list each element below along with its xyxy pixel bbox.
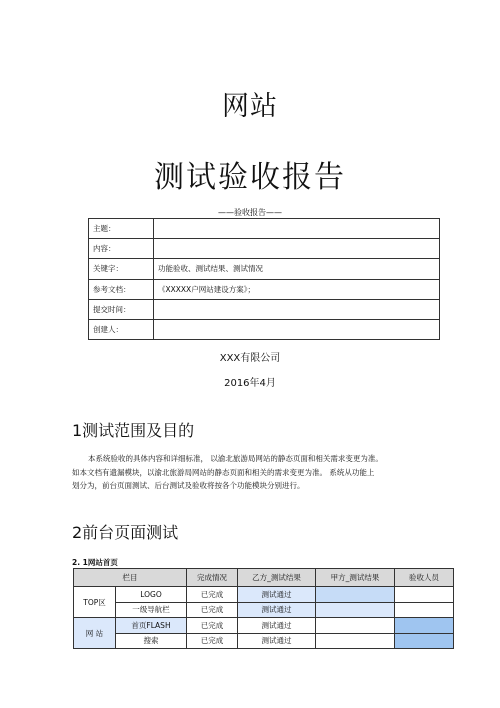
- header-acceptor: 验收人员: [395, 569, 454, 587]
- row-acceptor: [395, 602, 454, 618]
- document-title: 网站: [222, 91, 278, 122]
- section1-heading: 1测试范围及目的: [72, 421, 195, 440]
- row-item: 搜索: [116, 633, 187, 649]
- meta-value: [154, 239, 440, 259]
- row-item: LOGO: [116, 587, 187, 603]
- meta-label: 关键字：: [89, 259, 154, 279]
- row-client-result: [316, 587, 395, 603]
- section1-line1: 本系统验收的具体内容和详细标准， 以渝北旅游局网站的静态页面和相关需求变更为准。: [88, 454, 383, 463]
- section1-line2: 如本文档有遗漏模块，以渝北旅游局网站的静态页面和相关的需求变更为准。 系统从功能上: [72, 467, 375, 477]
- row-vendor-result: 测试通过: [238, 587, 316, 603]
- report-date: 2016年4月: [224, 378, 276, 389]
- header-vendor-result: 乙方_测试结果: [238, 569, 316, 587]
- row-client-result: [316, 602, 395, 618]
- meta-value: [154, 219, 440, 239]
- meta-label: 内容：: [89, 239, 154, 259]
- table-row: [74, 633, 454, 649]
- row-acceptor: [395, 587, 454, 603]
- header-column: 栏目: [74, 569, 187, 587]
- meta-value: [154, 319, 440, 339]
- row-status: 已完成: [187, 618, 238, 634]
- row-vendor-result: 测试通过: [238, 618, 316, 634]
- row-client-result: [316, 633, 395, 649]
- group-website: 网 站: [74, 618, 116, 649]
- meta-row-submit-time: [89, 299, 440, 319]
- row-item: 首页FLASH: [116, 618, 187, 634]
- row-acceptor: [395, 618, 454, 634]
- meta-label: 参考文档：: [89, 279, 154, 299]
- row-acceptor: [395, 633, 454, 649]
- section1-line3: 划分为，前台页面测试、后台测试及验收将按各个功能模块分别进行。: [72, 481, 305, 490]
- meta-value: [154, 299, 440, 319]
- section1-paragraph: [72, 452, 432, 493]
- row-status: 已完成: [187, 602, 238, 618]
- meta-label: 提交时间：: [89, 299, 154, 319]
- row-client-result: [316, 618, 395, 634]
- report-meta-table: [88, 218, 440, 340]
- table-row: [74, 587, 454, 603]
- row-vendor-result: 测试通过: [238, 633, 316, 649]
- table-row: [74, 602, 454, 618]
- document-subtitle-title: 测试验收报告: [154, 160, 346, 195]
- row-vendor-result: 测试通过: [238, 602, 316, 618]
- row-status: 已完成: [187, 587, 238, 603]
- header-status: 完成情况: [187, 569, 238, 587]
- meta-row-subject: [89, 219, 440, 239]
- meta-row-keywords: [89, 259, 440, 279]
- meta-label: 创建人：: [89, 319, 154, 339]
- group-top-area: TOP区: [74, 587, 116, 618]
- company-name: XXX有限公司: [219, 353, 281, 364]
- header-client-result: 甲方_测试结果: [316, 569, 395, 587]
- row-status: 已完成: [187, 633, 238, 649]
- meta-row-reference: [89, 279, 440, 299]
- report-caption: ——验收报告——: [218, 208, 282, 217]
- meta-row-content: [89, 239, 440, 259]
- section2-heading: 2前台页面测试: [72, 523, 179, 542]
- homepage-test-table: [73, 568, 454, 649]
- meta-value: 《XXXXX户网站建设方案》；: [154, 279, 440, 299]
- table-header-row: [74, 569, 454, 587]
- meta-label: 主题：: [89, 219, 154, 239]
- meta-value: 功能验收、测试结果、测试情况: [154, 259, 440, 279]
- section2-subheading: 2. 1网站首页: [72, 558, 118, 567]
- meta-row-creator: [89, 319, 440, 339]
- table-row: [74, 618, 454, 634]
- row-item: 一级导航栏: [116, 602, 187, 618]
